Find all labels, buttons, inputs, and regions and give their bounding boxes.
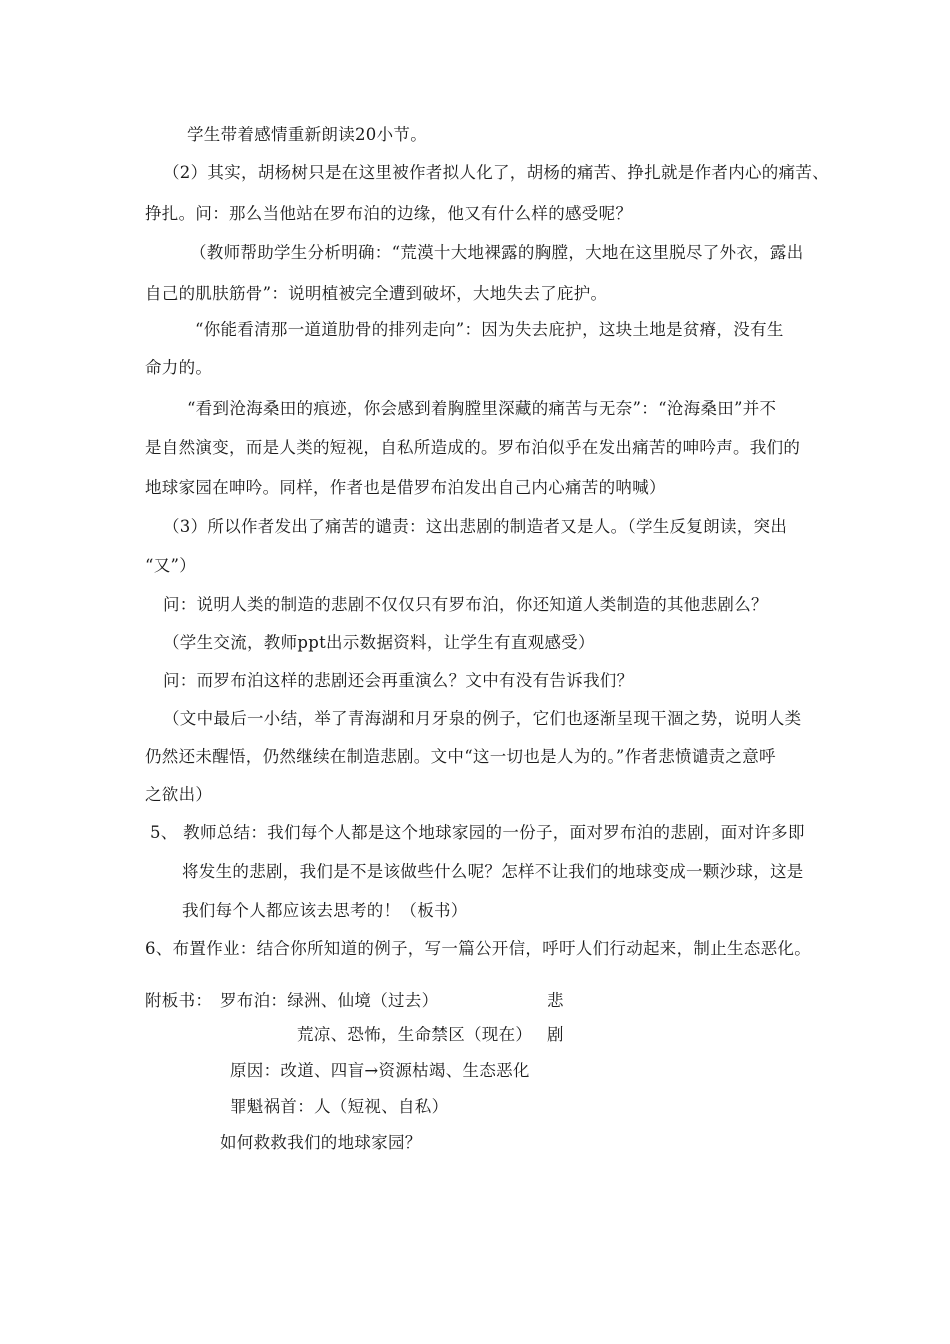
paragraph-3-line-2: 自己的肌肤筋骨”：说明植被完全遭到破坏，大地失去了庇护。	[145, 284, 608, 303]
paragraph-6-line-1: （3）所以作者发出了痛苦的谴责：这出悲剧的制造者又是人。（学生反复朗读，突出	[163, 517, 788, 536]
paragraph-2-line-2: 挣扎。问：那么当他站在罗布泊的边缘，他又有什么样的感受呢？	[145, 204, 633, 223]
paragraph-5-line-1: “看到沧海桑田的痕迹，你会感到着胸膛里深藏的痛苦与无奈”：“沧海桑田”并不	[187, 399, 777, 418]
teacher-summary-line-1: 5、 教师总结：我们每个人都是这个地球家园的一份子，面对罗布泊的悲剧，面对许多即	[150, 823, 805, 842]
paragraph-4-line-2: 命力的。	[145, 358, 213, 377]
teacher-summary-line-3: 我们每个人都应该去思考的！（板书）	[182, 901, 468, 920]
board-side-char-1: 悲	[547, 991, 564, 1010]
paragraph-3-line-1: （教师帮助学生分析明确：“荒漠十大地裸露的胸膛，大地在这里脱尽了外衣，露出	[190, 243, 804, 262]
paragraph-reread: 学生带着感情重新朗读20小节。	[187, 125, 427, 144]
board-side-char-2: 剧	[547, 1025, 564, 1044]
paragraph-6-line-2: “又”）	[145, 556, 197, 575]
paragraph-10-line-3: 之欲出）	[145, 785, 213, 804]
homework-assignment: 6、布置作业：结合你所知道的例子，写一篇公开信，呼吁人们行动起来，制止生态恶化。	[145, 939, 811, 958]
teacher-summary-line-2: 将发生的悲剧，我们是不是该做些什么呢？怎样不让我们的地球变成一颗沙球，这是	[182, 862, 804, 881]
paragraph-5-line-2: 是自然演变，而是人类的短视，自私所造成的。罗布泊似乎在发出痛苦的呻吟声。我们的	[145, 438, 801, 457]
paragraph-4-line-1: “你能看清那一道道肋骨的排列走向”：因为失去庇护，这块土地是贫瘠，没有生	[195, 320, 784, 339]
paragraph-2-line-1: （2）其实，胡杨树只是在这里被作者拟人化了，胡杨的痛苦、挣扎就是作者内心的痛苦、	[163, 163, 829, 182]
board-label: 附板书：	[145, 991, 213, 1010]
paragraph-5-line-3: 地球家园在呻吟。同样，作者也是借罗布泊发出自己内心痛苦的呐喊）	[145, 478, 666, 497]
paragraph-10-line-1: （文中最后一小结，举了青海湖和月牙泉的例子，它们也逐渐呈现干涸之势，说明人类	[163, 709, 802, 728]
paragraph-10-line-2: 仍然还未醒悟，仍然继续在制造悲剧。文中“这一切也是人为的。”作者悲愤谴责之意呼	[145, 747, 776, 766]
student-exchange-note: （学生交流，教师ppt出示数据资料，让学生有直观感受）	[163, 633, 595, 652]
board-row-now: 荒凉、恐怖，生命禁区（现在）	[297, 1025, 533, 1044]
board-row-question: 如何救救我们的地球家园？	[220, 1133, 422, 1152]
question-2: 问：而罗布泊这样的悲剧还会再重演么？文中有没有告诉我们？	[163, 671, 634, 690]
board-row-cause: 原因：改道、四盲→资源枯竭、生态恶化	[230, 1061, 530, 1080]
board-row-lop-nur: 罗布泊：绿洲、仙境（过去）	[220, 991, 439, 1010]
question-1: 问：说明人类的制造的悲剧不仅仅只有罗布泊，你还知道人类制造的其他悲剧么？	[163, 595, 768, 614]
board-row-culprit: 罪魁祸首：人（短视、自私）	[230, 1097, 449, 1116]
